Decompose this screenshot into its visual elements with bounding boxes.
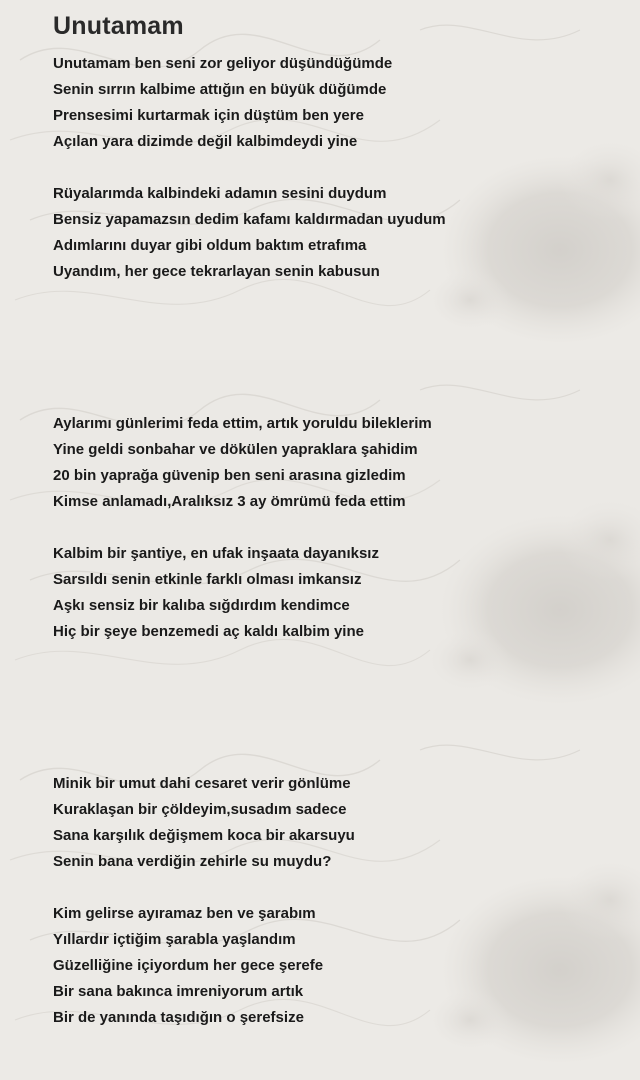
- poem-line: Senin bana verdiğin zehirle su muydu?: [53, 853, 332, 870]
- poem-line: Unutamam ben seni zor geliyor düşündüğümde: [53, 55, 393, 72]
- poem-line: Hiç bir şeye benzemedi aç kaldı kalbim yine: [53, 623, 364, 640]
- poem-line: Adımlarını duyar gibi oldum baktım etrafıma: [53, 237, 367, 254]
- poem-line: Yıllardır içtiğim şarabla yaşlandım: [53, 931, 296, 948]
- poem-line: Kalbim bir şantiye, en ufak inşaata dayanıksız: [53, 545, 379, 562]
- poem-line: Açılan yara dizimde değil kalbimdeydi yine: [53, 133, 358, 150]
- poem-title: Unutamam: [53, 12, 184, 40]
- stanza-2: [53, 181, 446, 285]
- poem-line: Kim gelirse ayıramaz ben ve şarabım: [53, 905, 316, 922]
- stanza-6: [53, 901, 323, 1031]
- poem-line: Kimse anlamadı,Aralıksız 3 ay ömrümü feda ettim: [53, 493, 406, 510]
- stanza-1: [53, 51, 392, 155]
- poem-line: Senin sırrın kalbime attığın en büyük düğümde: [53, 81, 387, 98]
- poem-line: Aylarımı günlerimi feda ettim, artık yoruldu bileklerim: [53, 415, 432, 432]
- poem-line: Yine geldi sonbahar ve dökülen yapraklara şahidim: [53, 441, 418, 458]
- poem-line: 20 bin yaprağa güvenip ben seni arasına gizledim: [53, 467, 406, 484]
- poem-line: Kuraklaşan bir çöldeyim,susadım sadece: [53, 801, 347, 818]
- poem-line: Sana karşılık değişmem koca bir akarsuyu: [53, 827, 355, 844]
- poem-line: Sarsıldı senin etkinle farklı olması imkansız: [53, 571, 362, 588]
- poem-line: Minik bir umut dahi cesaret verir gönlüme: [53, 775, 351, 792]
- poem-line: Bir de yanında taşıdığın o şerefsize: [53, 1009, 304, 1026]
- poem-line: Bensiz yapamazsın dedim kafamı kaldırmadan uyudum: [53, 211, 446, 228]
- poem-line: Uyandım, her gece tekrarlayan senin kabusun: [53, 263, 380, 280]
- poem-line: Rüyalarımda kalbindeki adamın sesini duydum: [53, 185, 387, 202]
- stanza-4: [53, 541, 379, 645]
- stanza-3: [53, 411, 432, 515]
- poem-line: Prensesimi kurtarmak için düştüm ben yere: [53, 107, 364, 124]
- poem-line: Bir sana bakınca imreniyorum artık: [53, 983, 304, 1000]
- poem-line: Aşkı sensiz bir kalıba sığdırdım kendimce: [53, 597, 350, 614]
- stanza-5: [53, 771, 355, 875]
- poem-line: Güzelliğine içiyordum her gece şerefe: [53, 957, 324, 974]
